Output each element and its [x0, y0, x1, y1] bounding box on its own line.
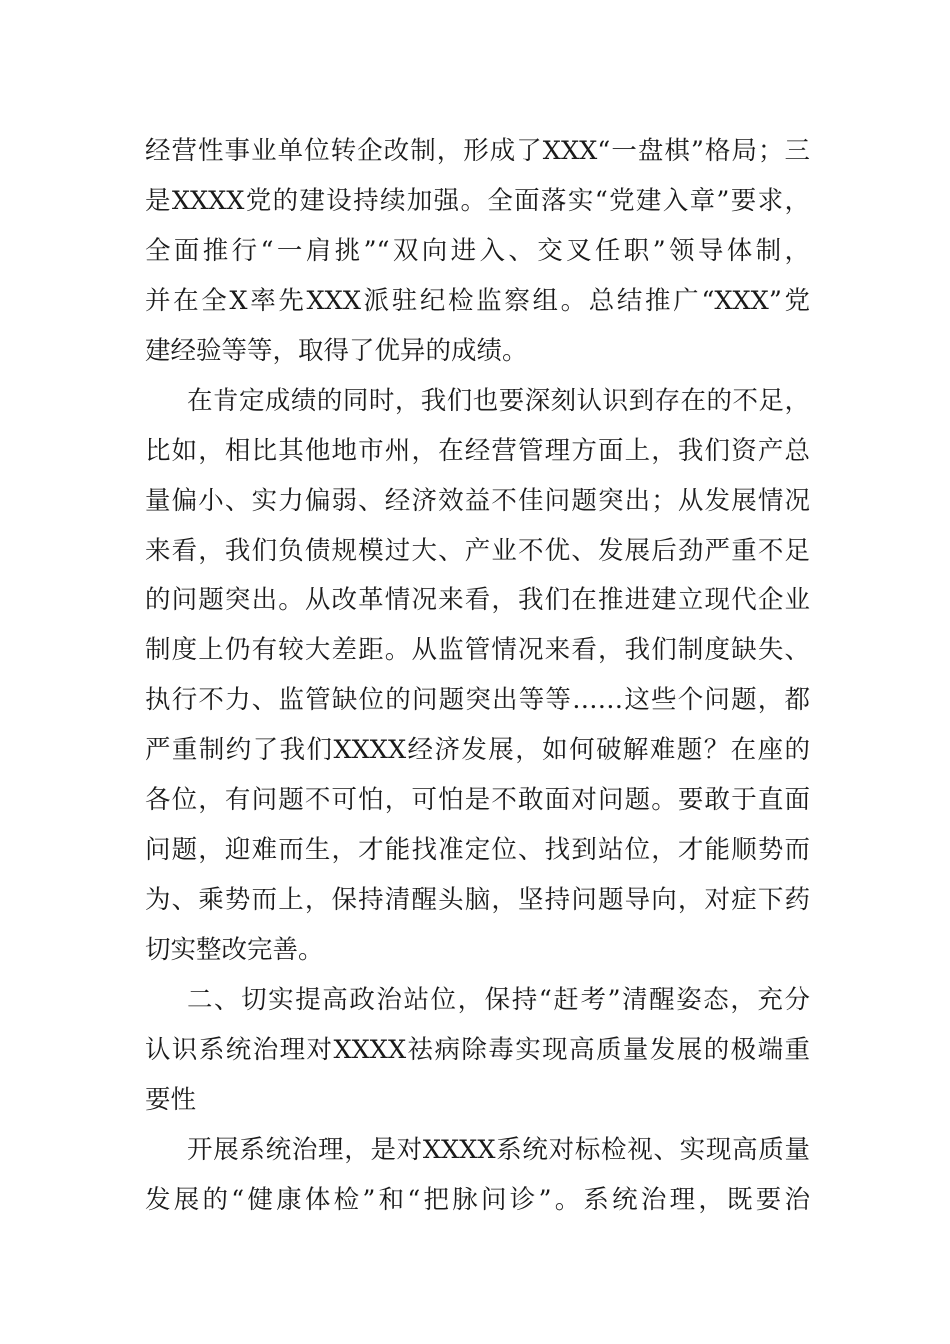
text-line: 并在全X率先XXX派驻纪检监察组。总结推广“XXX”党 [145, 285, 810, 316]
text-line: 为、乘势而上，保持清醒头脑，坚持问题导向，对症下药 [145, 885, 810, 916]
text-line: 要性 [145, 1084, 197, 1115]
text-line: 量偏小、实力偏弱、经济效益不佳问题突出；从发展情况 [145, 485, 810, 516]
text-line: 经营性事业单位转企改制，形成了XXX“一盘棋”格局；三 [145, 136, 810, 166]
text-line: 问题，迎难而生，才能找准定位、找到站位，才能顺势而 [145, 835, 810, 866]
body-text [145, 127, 810, 1226]
text-line: 执行不力、监管缺位的问题突出等等……这些个问题，都 [145, 685, 810, 716]
text-line: 二、切实提高政治站位，保持“赶考”清醒姿态，充分 [187, 984, 810, 1015]
text-line: 制度上仍有较大差距。从监管情况来看，我们制度缺失、 [145, 635, 810, 666]
text-line: 的问题突出。从改革情况来看，我们在推进建立现代企业 [145, 585, 810, 616]
text-line: 各位，有问题不可怕，可怕是不敢面对问题。要敢于直面 [145, 785, 810, 816]
text-line: 是XXXX党的建设持续加强。全面落实“党建入章”要求， [145, 185, 810, 216]
text-line: 严重制约了我们XXXX经济发展，如何破解难题？在座的 [145, 735, 810, 766]
text-line: 全面推行“一肩挑”“双向进入、交叉任职”领导体制， [145, 235, 810, 266]
text-line: 认识系统治理对XXXX祛病除毒实现高质量发展的极端重 [145, 1034, 810, 1065]
text-line: 比如，相比其他地市州，在经营管理方面上，我们资产总 [145, 435, 810, 466]
text-line: 开展系统治理，是对XXXX系统对标检视、实现高质量 [187, 1134, 810, 1165]
text-line: 发展的“健康体检”和“把脉问诊”。系统治理，既要治 [145, 1184, 810, 1215]
text-line: 建经验等等，取得了优异的成绩。 [145, 335, 528, 366]
text-line: 在肯定成绩的同时，我们也要深刻认识到存在的不足， [187, 385, 810, 416]
text-line: 切实整改完善。 [145, 935, 324, 965]
text-line: 来看，我们负债规模过大、产业不优、发展后劲严重不足 [145, 535, 810, 566]
